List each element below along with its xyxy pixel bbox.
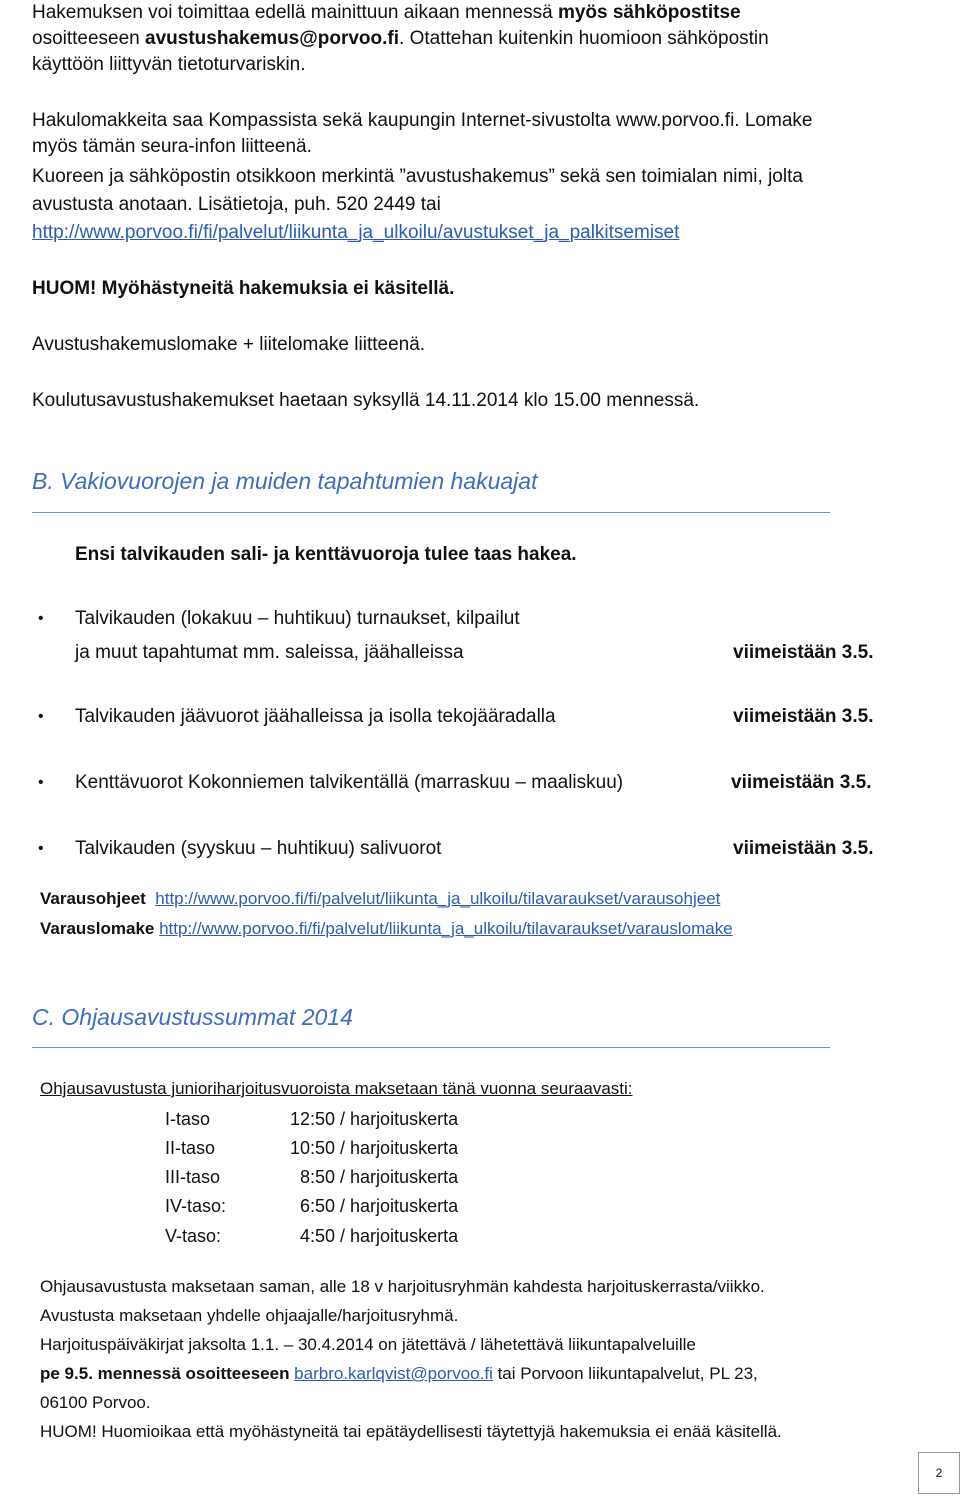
section-c-p4 (40, 1361, 758, 1387)
contact-email-link[interactable]: barbro.karlqvist@porvoo.fi (294, 1364, 493, 1383)
level-amount: 10:50 / harjoituskerta (290, 1138, 459, 1158)
intro-text: . Otattehan kuitenkin huomioon sähköpostin (399, 28, 769, 49)
section-c-heading: C. Ohjausavustussummat 2014 (32, 1004, 353, 1030)
booking-item-2: Talvikauden jäävuorot jäähalleissa ja isolla tekojääradalla (75, 706, 556, 727)
info-link[interactable]: http://www.porvoo.fi/fi/palvelut/liikunta_ja_ulkoilu/avustukset_ja_palkitsemiset (32, 222, 680, 243)
section-c-p6: HUOM! Huomioikaa että myöhästyneitä tai epätäydellisesti täytettyjä hakemuksia ei enää käsitellä. (40, 1422, 782, 1441)
huom-notice: HUOM! Myöhästyneitä hakemuksia ei käsitellä. (32, 278, 455, 299)
booking-item-4: Talvikauden (syyskuu – huhtikuu) salivuorot (75, 838, 442, 859)
booking-item-1: Talvikauden (lokakuu – huhtikuu) turnaukset, kilpailut (75, 608, 520, 629)
intro-line-3: käyttöön liittyvän tietoturvariskin. (32, 54, 306, 75)
varauslomake-link[interactable]: http://www.porvoo.fi/fi/palvelut/liikunta_ja_ulkoilu/tilavaraukset/varauslomake (159, 919, 733, 938)
intro-line-7: avustusta anotaan. Lisätietoja, puh. 520 2449 tai (32, 194, 441, 215)
section-c-p2: Avustusta maksetaan yhdelle ohjaajalle/harjoitusryhmä. (40, 1306, 459, 1325)
level-amount: 4:50 / harjoituskerta (300, 1226, 459, 1246)
varauslomake-row (40, 916, 733, 942)
booking-deadline-3: viimeistään 3.5. (731, 772, 872, 793)
bullet-icon: • (38, 774, 44, 791)
intro-line-2 (32, 26, 769, 52)
level-label: I-taso (165, 1109, 211, 1129)
attachment-note: Avustushakemuslomake + liitelomake liitteenä. (32, 334, 426, 355)
intro-line-4: Hakulomakkeita saa Kompassista sekä kaupungin Internet-sivustolta www.porvoo.fi. Lomake (32, 110, 813, 131)
section-c-rule (32, 1047, 830, 1048)
level-label: III-taso (165, 1167, 221, 1187)
varauslomake-label: Varauslomake (40, 919, 155, 938)
section-b-subtitle: Ensi talvikauden sali- ja kenttävuoroja tulee taas hakea. (75, 544, 577, 565)
intro-text: Hakemuksen voi toimittaa edellä mainittuun aikaan mennessä (32, 2, 558, 23)
booking-item-1-cont: ja muut tapahtumat mm. saleissa, jäähalleissa (75, 642, 464, 663)
section-c-p4-tail: tai Porvoon liikuntapalvelut, PL 23, (492, 1364, 758, 1383)
email-address: avustushakemus@porvoo.fi (145, 28, 400, 49)
section-c-p4-bold: pe 9.5. mennessä osoitteeseen (40, 1364, 295, 1383)
level-label: II-taso (165, 1138, 216, 1158)
intro-text: osoitteeseen (32, 28, 146, 49)
intro-line-6: Kuoreen ja sähköpostin otsikkoon merkintä ”avustushakemus” sekä sen toimialan nimi, jolta (32, 166, 803, 187)
section-b-rule (32, 512, 830, 513)
page-number: 2 (918, 1452, 960, 1494)
section-b-heading: B. Vakiovuorojen ja muiden tapahtumien hakuajat (32, 468, 538, 494)
section-c-p3: Harjoituspäiväkirjat jaksolta 1.1. – 30.4.2014 on jätettävä / lähetettävä liikuntapalveluille (40, 1335, 696, 1354)
level-amount: 8:50 / harjoituskerta (300, 1167, 459, 1187)
booking-deadline-1: viimeistään 3.5. (733, 642, 874, 663)
level-label: V-taso: (165, 1226, 222, 1246)
level-amount: 12:50 / harjoituskerta (290, 1109, 459, 1129)
intro-line-5: myös tämän seura-infon liitteenä. (32, 136, 312, 157)
bullet-icon: • (38, 840, 44, 857)
level-amount: 6:50 / harjoituskerta (300, 1196, 459, 1216)
section-c-p1: Ohjausavustusta maksetaan saman, alle 18 v harjoitusryhmän kahdesta harjoituskerrasta/viikko. (40, 1277, 765, 1296)
varausohjeet-row (40, 886, 720, 912)
varausohjeet-label: Varausohjeet (40, 889, 146, 908)
section-c-p5: 06100 Porvoo. (40, 1393, 151, 1412)
deadline-note: Koulutusavustushakemukset haetaan syksyllä 14.11.2014 klo 15.00 mennessä. (32, 390, 700, 411)
section-c-intro: Ohjausavustusta junioriharjoitusvuoroista maksetaan tänä vuonna seuraavasti: (40, 1079, 633, 1098)
bullet-icon: • (38, 708, 44, 725)
intro-bold: myös sähköpostitse (557, 2, 741, 23)
booking-item-3: Kenttävuorot Kokonniemen talvikentällä (marraskuu – maaliskuu) (75, 772, 624, 793)
level-label: IV-taso: (165, 1196, 227, 1216)
varausohjeet-link[interactable]: http://www.porvoo.fi/fi/palvelut/liikunta_ja_ulkoilu/tilavaraukset/varausohjeet (155, 889, 721, 908)
booking-deadline-2: viimeistään 3.5. (733, 706, 874, 727)
intro-line-1 (32, 0, 741, 26)
bullet-icon: • (38, 610, 44, 627)
booking-deadline-4: viimeistään 3.5. (733, 838, 874, 859)
